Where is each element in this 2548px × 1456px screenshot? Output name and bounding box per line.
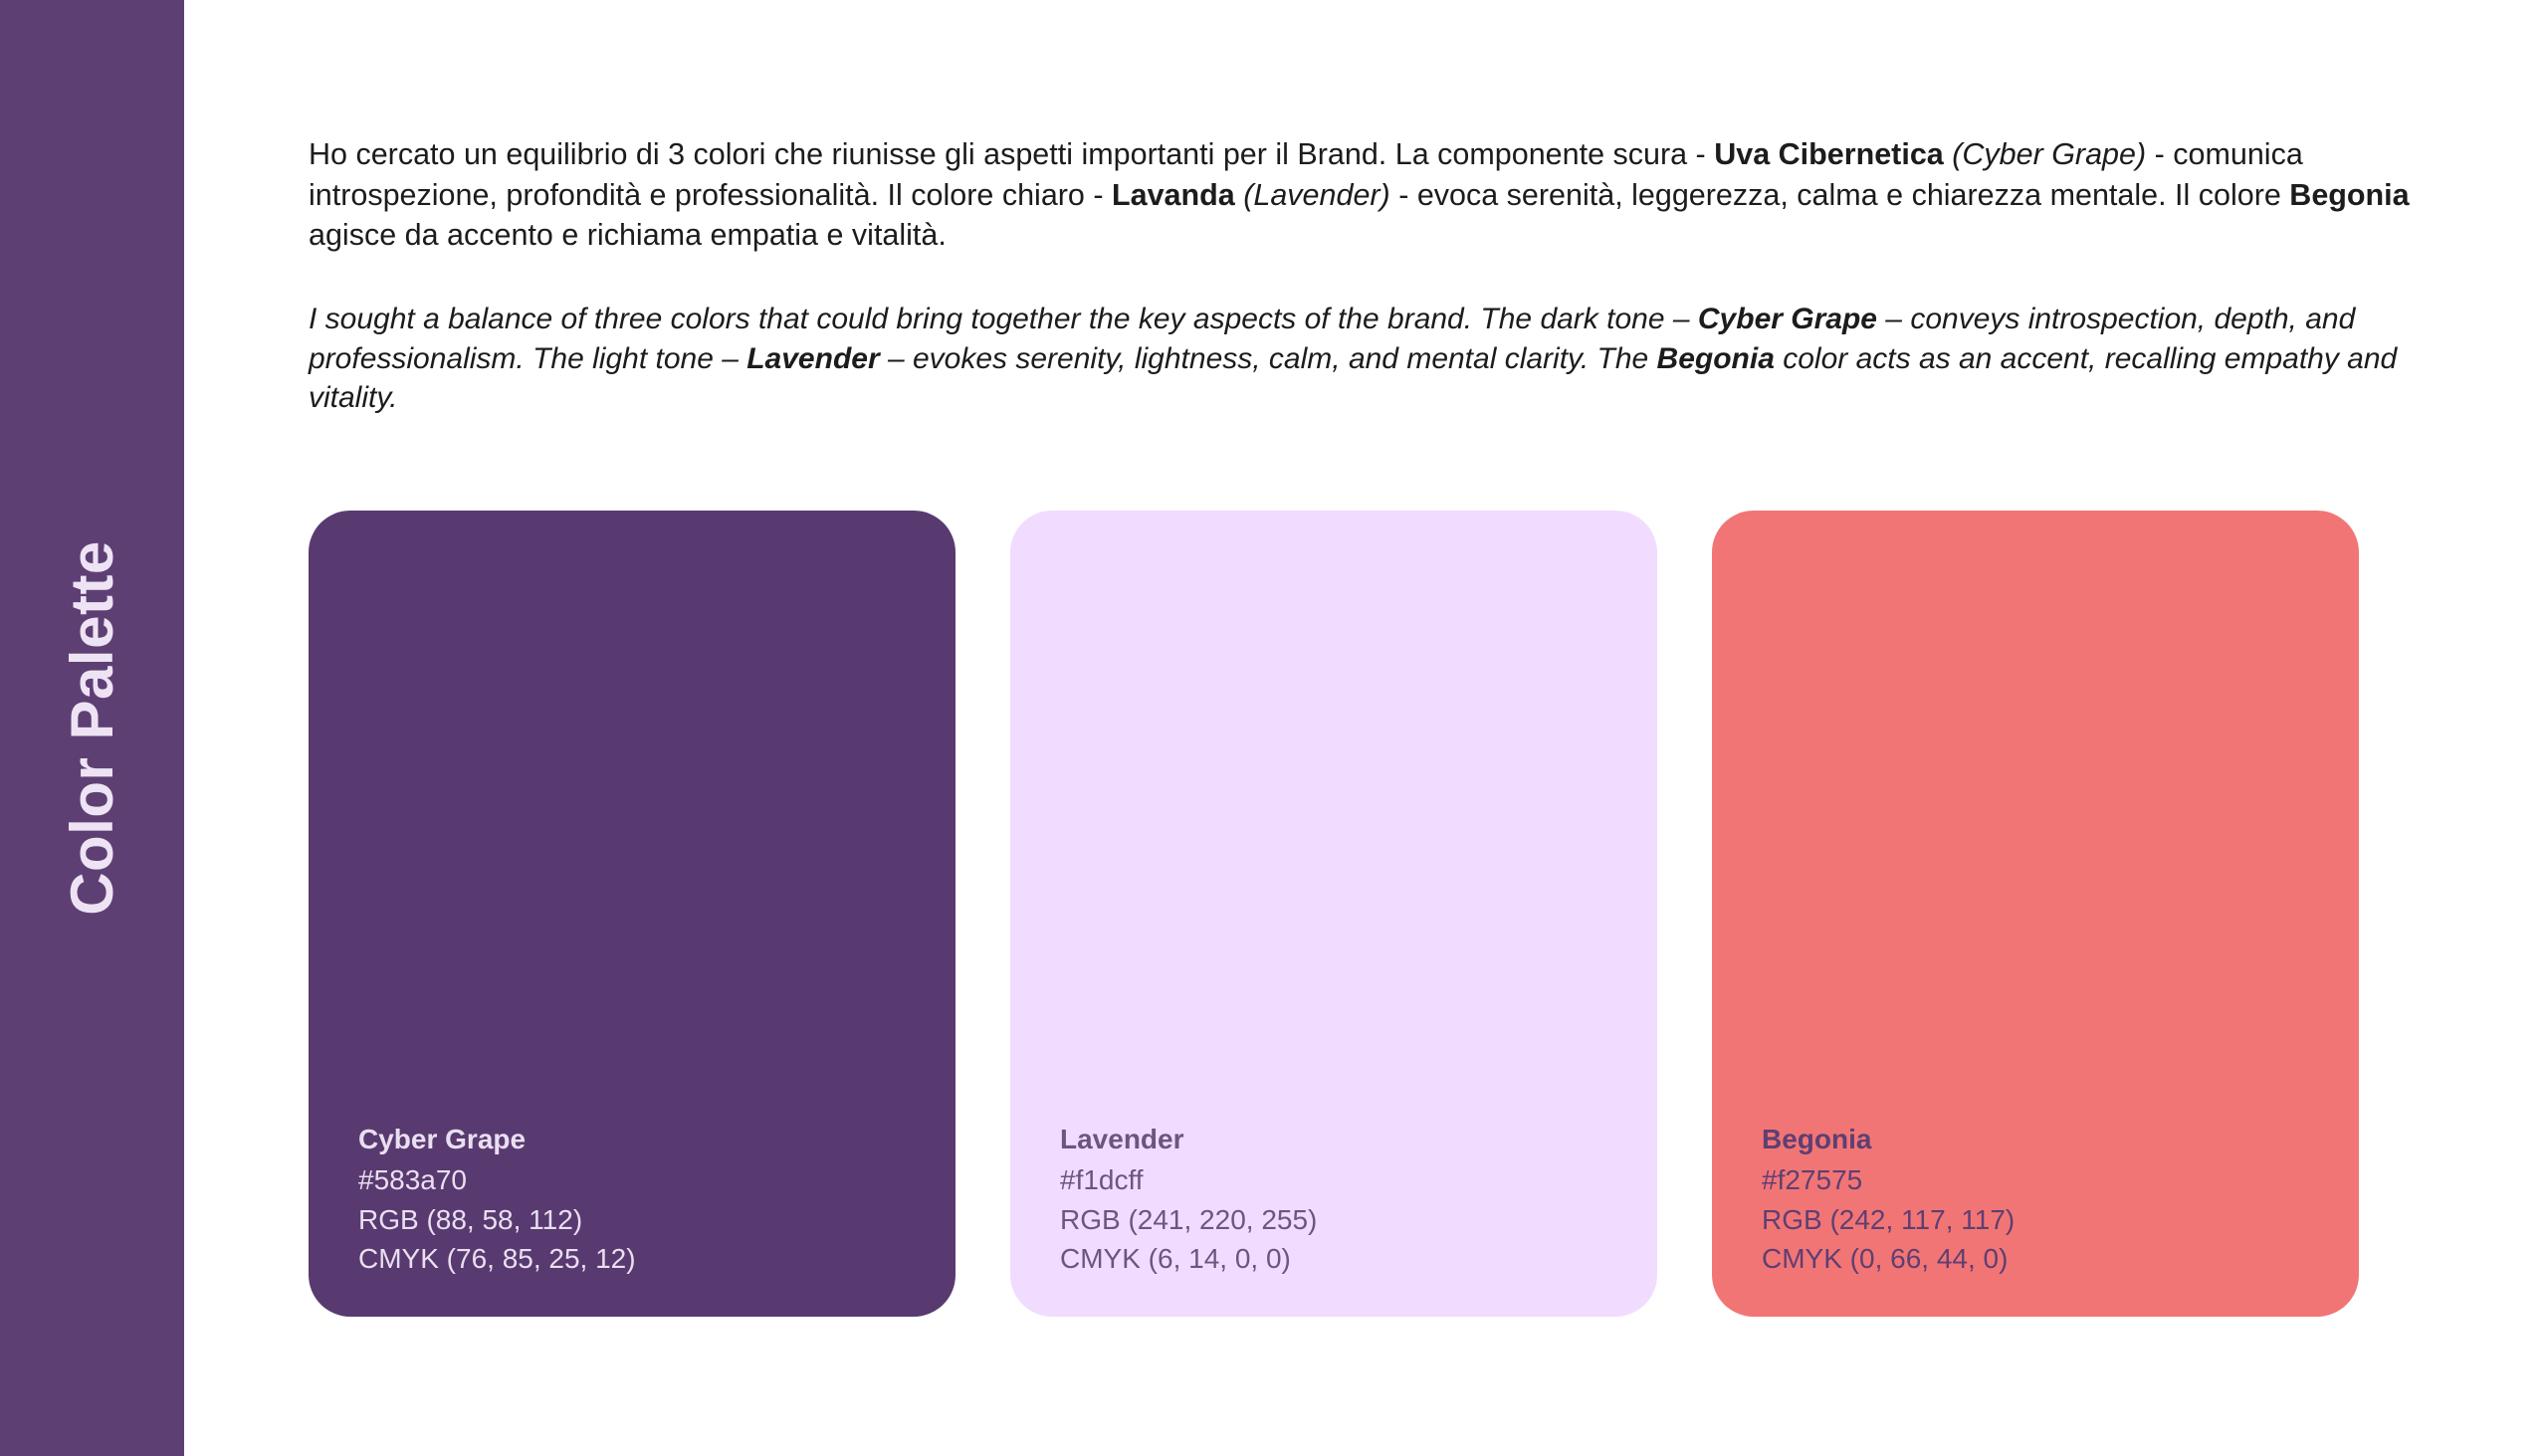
swatch-rgb: RGB (241, 220, 255) [1060,1203,1318,1235]
text-run: – evokes serenity, lightness, calm, and mental clarity. The [879,341,1657,375]
sidebar-title [0,0,184,1456]
text-run: Begonia [2289,177,2410,212]
swatch-cmyk: CMYK (6, 14, 0, 0) [1060,1242,1291,1274]
text-run: I sought a balance of three colors that could bring together the key aspects of the brand. The dark tone – [309,302,1698,335]
swatch-hex: #583a70 [358,1164,468,1196]
swatch-hex: #f27575 [1762,1164,1863,1196]
text-run: - evoca serenità, leggerezza, calma e chiarezza mentale. Il colore [1389,177,2290,212]
text-run: – conveys introspection, depth, and professionalism. The light tone – [309,302,2356,375]
text-run: Ho cercato un equilibrio di 3 colori che riunisse gli aspetti importanti per il Brand. La componente scura - [309,137,1715,171]
text-run: Lavanda [1112,177,1244,212]
swatch-rgb: RGB (88, 58, 112) [358,1203,583,1235]
text-run: color acts as an accent, recalling empathy and vitality. [309,341,2398,415]
description-block [309,134,2419,418]
swatch-info [1060,1124,1617,1275]
text-run: agisce da accento e richiama empatia e vitalità. [309,218,947,253]
paragraph-italian [309,134,2419,256]
swatch-info [1762,1124,2319,1275]
sidebar [0,0,184,1456]
text-run: (Cyber Grape) [1952,137,2147,171]
text-run: Lavender [746,341,880,375]
text-run: (Lavender) [1243,177,1390,212]
color-swatch[interactable] [309,511,956,1317]
main-content [184,0,2548,1456]
text-run: Begonia [1656,341,1775,375]
swatch-hex: #f1dcff [1060,1164,1144,1196]
swatch-cmyk: CMYK (0, 66, 44, 0) [1762,1242,2009,1274]
swatch-name: Cyber Grape [358,1124,527,1155]
color-swatch-group [309,511,2458,1327]
text-run: Uva Cibernetica [1714,137,1953,171]
color-swatch[interactable] [1712,511,2359,1317]
text-run: Cyber Grape [1697,302,1877,335]
paragraph-english [309,300,2419,419]
text-run: - comunica introspezione, profondità e professionalità. Il colore chiaro - [309,137,2303,212]
color-swatch[interactable] [1010,511,1657,1317]
swatch-info [358,1124,916,1275]
swatch-name: Begonia [1762,1124,1872,1155]
swatch-cmyk: CMYK (76, 85, 25, 12) [358,1242,636,1274]
sidebar-title-label: Color Palette [59,540,126,916]
swatch-name: Lavender [1060,1124,1184,1155]
swatch-rgb: RGB (242, 117, 117) [1762,1203,2016,1235]
